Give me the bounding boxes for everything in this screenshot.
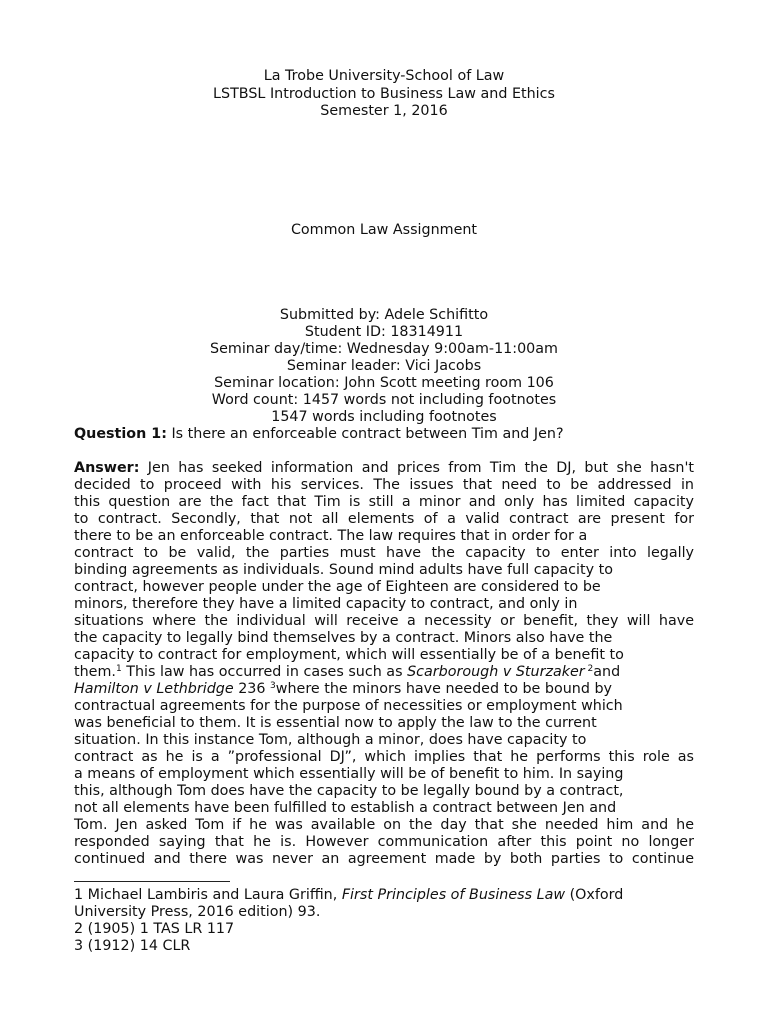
seminar-time: Seminar day/time: Wednesday 9:00am-11:00am xyxy=(210,341,558,357)
submitted-by: Submitted by: Adele Schifitto xyxy=(279,307,489,323)
answer-line: there to be an enforceable contract. The law requires that in order for a xyxy=(74,528,588,544)
semester-header: Semester 1, 2016 xyxy=(320,103,448,119)
answer-label: Answer: xyxy=(74,460,140,476)
answer-line: contractual agreements for the purpose of necessities or employment which xyxy=(74,698,623,714)
answer-line: Answer: Jen has seeked information and prices from Tim the DJ, but she hasn't xyxy=(74,460,694,476)
footnote-1-cont: University Press, 2016 edition) 93. xyxy=(74,904,321,920)
answer-line: to contract. Secondly, that not all elements of a valid contract are present for xyxy=(74,511,694,527)
answer-line: capacity to contract for employment, which will essentially be of a benefit to xyxy=(74,647,624,663)
answer-line: contract as he is a ”professional DJ”, which implies that he performs this role as xyxy=(74,749,694,765)
answer-line: the capacity to legally bind themselves by a contract. Minors also have the xyxy=(74,630,613,646)
seminar-location: Seminar location: John Scott meeting room 106 xyxy=(214,375,554,391)
answer-line: situations where the individual will receive a necessity or benefit, they will have xyxy=(74,613,694,629)
footnote-1: 1 Michael Lambiris and Laura Griffin, First Principles of Business Law (Oxford xyxy=(74,887,624,903)
case-name: Hamilton v Lethbridge xyxy=(74,681,234,697)
answer-line-citations: Hamilton v Lethbridge 236 $^3$where the minors have needed to be bound by xyxy=(74,681,613,697)
answer-line: was beneficial to them. It is essential now to apply the law to the current xyxy=(74,715,597,731)
answer-line: Tom. Jen asked Tom if he was available on the day that she needed him and he xyxy=(74,817,694,833)
answer-line-citations: them.$^1$ This law has occurred in cases such as Scarborough v Sturzaker $^2$and xyxy=(74,664,621,680)
answer-line: not all elements have been fulfilled to establish a contract between Jen and xyxy=(74,800,617,816)
answer-line: a means of employment which essentially will be of benefit to him. In saying xyxy=(74,766,624,782)
footnote-2: 2 (1905) 1 TAS LR 117 xyxy=(74,921,235,937)
answer-line: situation. In this instance Tom, although a minor, does have capacity to xyxy=(74,732,587,748)
question-text: Is there an enforceable contract between Tim and Jen? xyxy=(166,426,564,442)
answer-line: responded saying that he is. However communication after this point no longer xyxy=(74,834,694,850)
answer-line: contract to be valid, the parties must have the capacity to enter into legally xyxy=(74,545,694,561)
answer-line: minors, therefore they have a limited capacity to contract, and only in xyxy=(74,596,578,612)
answer-line: continued and there was never an agreement made by both parties to continue xyxy=(74,851,694,867)
answer-line: binding agreements as individuals. Sound mind adults have full capacity to xyxy=(74,562,613,578)
footnote-ref-1: 1 xyxy=(115,664,122,674)
question-line xyxy=(74,426,564,443)
assignment-title: Common Law Assignment xyxy=(290,222,478,238)
question-label: Question 1: xyxy=(74,426,167,442)
course-header: LSTBSL Introduction to Business Law and Ethics xyxy=(213,86,555,102)
footnote-ref-3: 3 xyxy=(270,681,276,691)
book-title: First Principles of Business Law xyxy=(341,887,566,903)
word-count: Word count: 1457 words not including footnotes xyxy=(211,392,557,408)
footnote-3: 3 (1912) 14 CLR xyxy=(74,938,191,954)
case-name: Scarborough v Sturzaker xyxy=(407,664,585,680)
answer-line: decided to proceed with his services. The issues that need to be addressed in xyxy=(74,477,694,493)
word-count-footnotes: 1547 words including footnotes xyxy=(271,409,497,425)
answer-line: contract, however people under the age of Eighteen are considered to be xyxy=(74,579,601,595)
student-id: Student ID: 18314911 xyxy=(304,324,464,340)
seminar-leader: Seminar leader: Vici Jacobs xyxy=(286,358,482,374)
footnote-ref-2: 2 xyxy=(584,664,594,674)
footnote-separator xyxy=(74,881,230,882)
university-header: La Trobe University-School of Law xyxy=(263,68,505,84)
answer-line: this question are the fact that Tim is still a minor and only has limited capacity xyxy=(74,494,694,510)
answer-line: this, although Tom does have the capacity to be legally bound by a contract, xyxy=(74,783,624,799)
